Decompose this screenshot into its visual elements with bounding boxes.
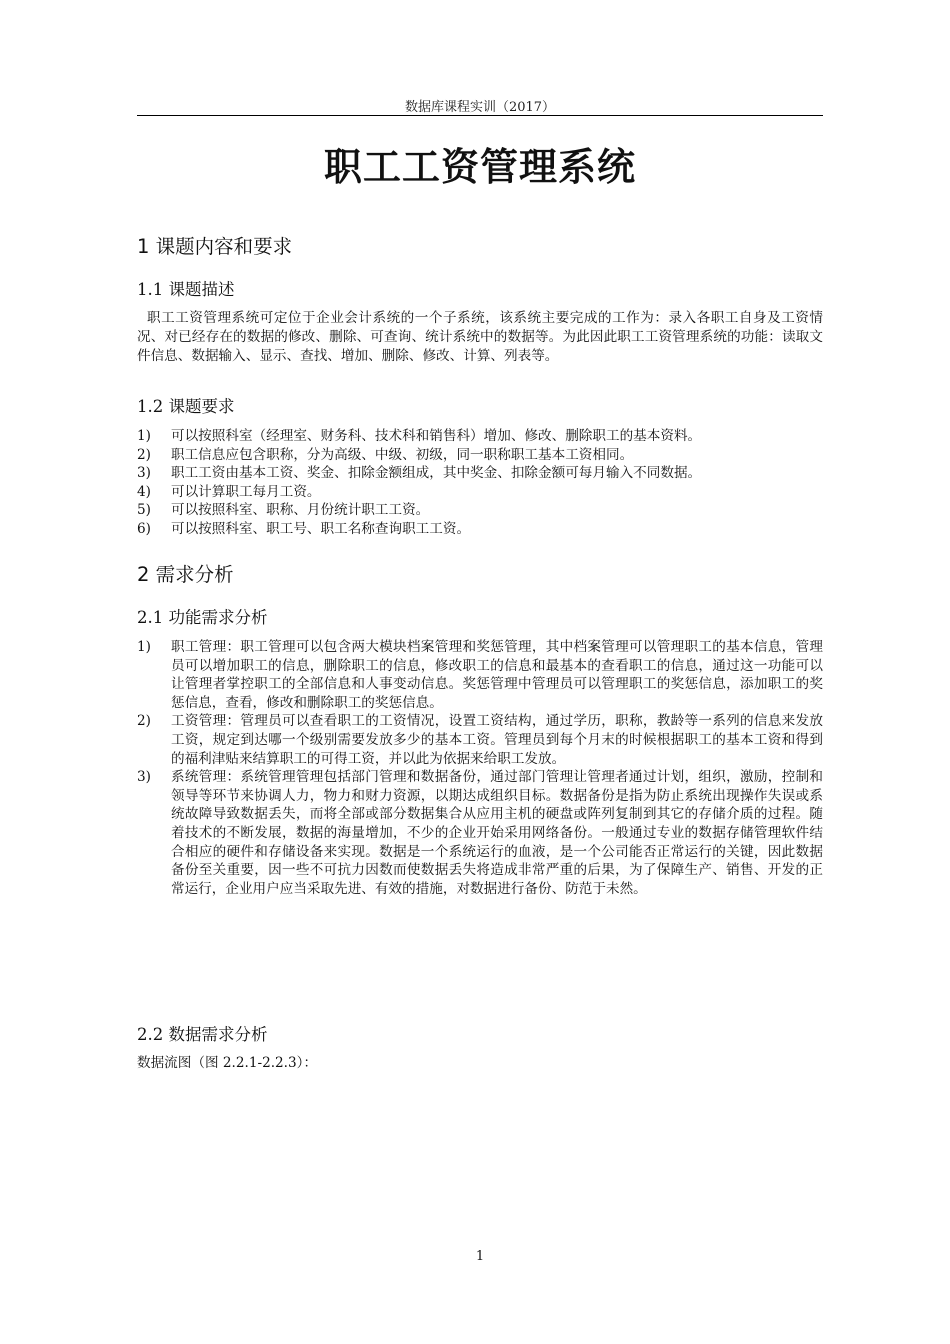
list-item: 2) 工资管理：管理员可以查看职工的工资情况，设置工资结构，通过学历，职称，教龄等一系列的信息来发放工资，规定到达哪一个级别需要发放多少的基本工资。管理员到每个月末的时候根据职工的基本工资和得到的福利津贴来结算职工的可得工资，并以此为依据来给职工发放。 (137, 713, 823, 767)
section-1-1-paragraph: 职工工资管理系统可定位于企业会计系统的一个子系统，该系统主要完成的工作为：录入各职工自身及工资情况、对已经存在的数据的修改、删除、可查询、统计系统中的数据等。为此因此职工工资管理系统的功能：读取文件信息、数据输入、显示、查找、增加、删除、修改、计算、列表等。 (137, 310, 823, 364)
section-1-1-heading: 1.1 课题描述 (137, 280, 235, 299)
list-item: 6) 可以按照科室、职工号、职工名称查询职工工资。 (137, 520, 471, 537)
list-item: 3) 职工工资由基本工资、奖金、扣除金额组成，其中奖金、扣除金额可每月输入不同数据。 (137, 465, 702, 482)
section-2-1-heading: 2.1 功能需求分析 (137, 608, 268, 627)
functional-requirements-list (137, 638, 823, 898)
requirements-list (137, 427, 823, 539)
header-rule (137, 115, 823, 116)
list-item: 1) 可以按照科室（经理室、财务科、技术科和销售科）增加、修改、删除职工的基本资料。 (137, 428, 702, 444)
page-header: 数据库课程实训（2017） (404, 100, 556, 115)
section-1-heading: 1 课题内容和要求 (137, 235, 293, 258)
list-item: 4) 可以计算职工每月工资。 (137, 483, 321, 500)
page-number: 1 (475, 1249, 485, 1264)
list-item: 2) 职工信息应包含职称，分为高级、中级、初级，同一职称职工基本工资相同。 (137, 446, 634, 463)
section-2-2-heading: 2.2 数据需求分析 (137, 1025, 268, 1044)
data-flow-caption: 数据流图（图 2.2.1-2.2.3）： (137, 1055, 318, 1071)
list-item: 3) 系统管理：系统管理管理包括部门管理和数据备份，通过部门管理让管理者通过计划，组织，激励，控制和领导等环节来协调人力，物力和财力资源，以期达成组织目标。数据备份是指为防止系统出现操作失误或系统故障导致数据丢失，而将全部或部分数据集合从应用主机的硬盘或阵列复制到其它的存储介质的过程。随着技术的不断发展，数据的海量增加，不少的企业开始采用网络备份。一般通过专业的数据存储管理软件结合相应的硬件和存储设备来实现。数据是一个系统运行的血液，是一个公司能否正常运行的关键，因此数据备份至关重要，因一些不可抗力因数而使数据丢失将造成非常严重的后果，为了保障生产、销售、开发的正常运行，企业用户应当采取先进、有效的措施，对数据进行备份、防范于未然。 (137, 769, 823, 897)
document-title: 职工工资管理系统 (323, 145, 636, 189)
list-item: 1) 职工管理：职工管理可以包含两大模块档案管理和奖惩管理，其中档案管理可以管理职工的基本信息，管理员可以增加职工的信息，删除职工的信息，修改职工的信息和最基本的查看职工的信息，通过这一功能可以让管理者掌控职工的全部信息和人事变动信息。奖惩管理中管理员可以管理职工的奖惩信息，添加职工的奖惩信息，查看，修改和删除职工的奖惩信息。 (137, 639, 823, 711)
list-item: 5) 可以按照科室、职称、月份统计职工工资。 (137, 502, 430, 519)
section-1-2-heading: 1.2 课题要求 (137, 397, 235, 416)
document-page (137, 0, 823, 1344)
section-2-heading: 2 需求分析 (137, 563, 234, 586)
